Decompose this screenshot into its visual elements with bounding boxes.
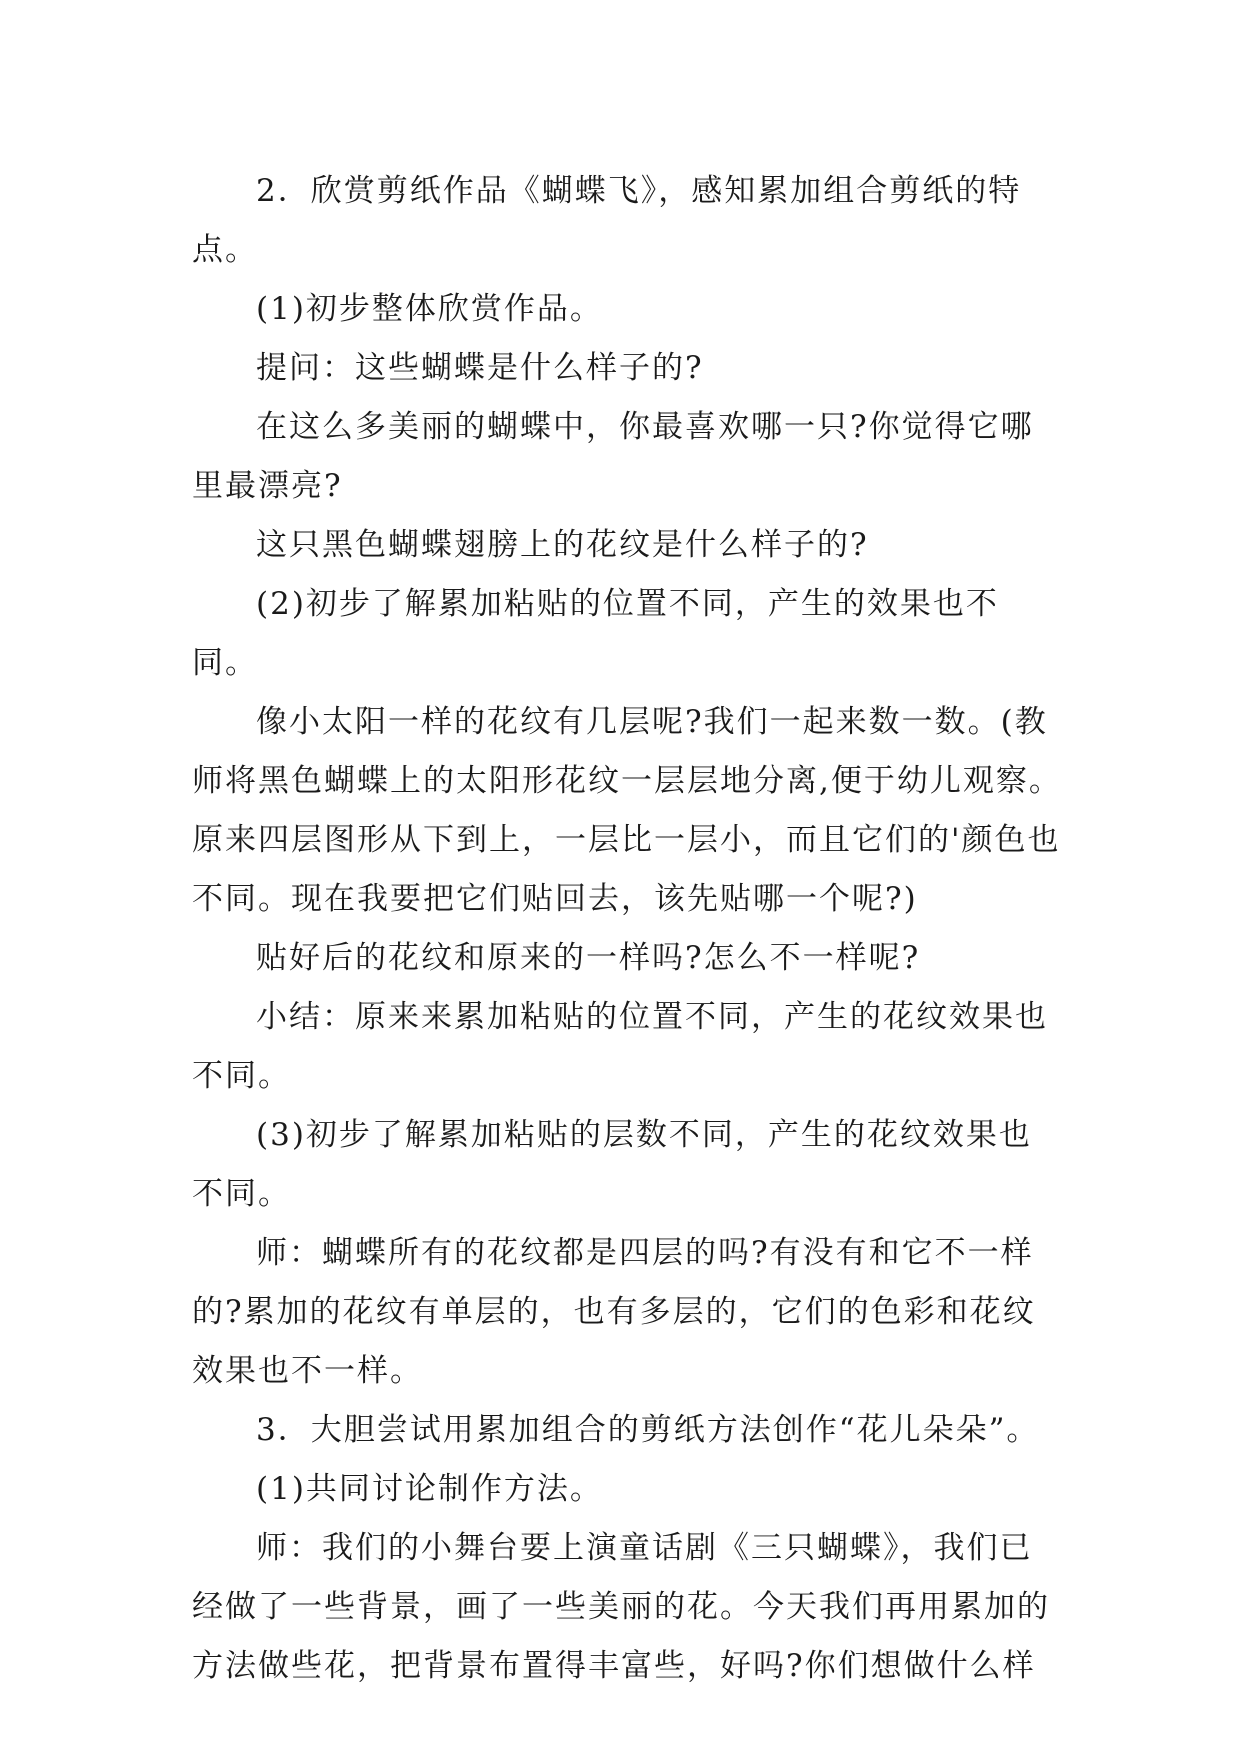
paragraph: 师：蝴蝶所有的花纹都是四层的吗?有没有和它不一样的?累加的花纹有单层的，也有多层的，它们的色彩和花纹效果也不一样。 bbox=[192, 1235, 1036, 1389]
paragraph: (1)共同讨论制作方法。 bbox=[256, 1471, 603, 1507]
paragraph: 像小太阳一样的花纹有几层呢?我们一起来数一数。(教师将黑色蝴蝶上的太阳形花纹一层层地分离,便于幼儿观察。原来四层图形从下到上，一层比一层小，而且它们的'颜色也不同。现在我要把它们贴回去，该先贴哪一个呢?) bbox=[192, 704, 1062, 917]
paragraph: (3)初步了解累加粘贴的层数不同，产生的花纹效果也不同。 bbox=[192, 1117, 1032, 1212]
paragraph: 师：我们的小舞台要上演童话剧《三只蝴蝶》，我们已经做了一些背景，画了一些美丽的花。今天我们再用累加的方法做些花，把背景布置得丰富些，好吗?你们想做什么样 bbox=[192, 1530, 1050, 1684]
paragraph: 小结：原来来累加粘贴的位置不同，产生的花纹效果也不同。 bbox=[192, 999, 1048, 1094]
paragraph: 3．大胆尝试用累加组合的剪纸方法创作“花儿朵朵”。 bbox=[256, 1412, 1040, 1448]
paragraph: 这只黑色蝴蝶翅膀上的花纹是什么样子的? bbox=[256, 527, 869, 563]
paragraph: 提问：这些蝴蝶是什么样子的? bbox=[256, 350, 704, 386]
paragraph: (2)初步了解累加粘贴的位置不同，产生的效果也不同。 bbox=[192, 586, 999, 681]
document-body bbox=[192, 162, 1062, 1696]
paragraph: 2．欣赏剪纸作品《蝴蝶飞》，感知累加组合剪纸的特点。 bbox=[192, 173, 1022, 268]
paragraph: 在这么多美丽的蝴蝶中，你最喜欢哪一只?你觉得它哪里最漂亮? bbox=[192, 409, 1034, 504]
paragraph: 贴好后的花纹和原来的一样吗?怎么不一样呢? bbox=[256, 940, 921, 976]
paragraph: (1)初步整体欣赏作品。 bbox=[256, 291, 603, 327]
